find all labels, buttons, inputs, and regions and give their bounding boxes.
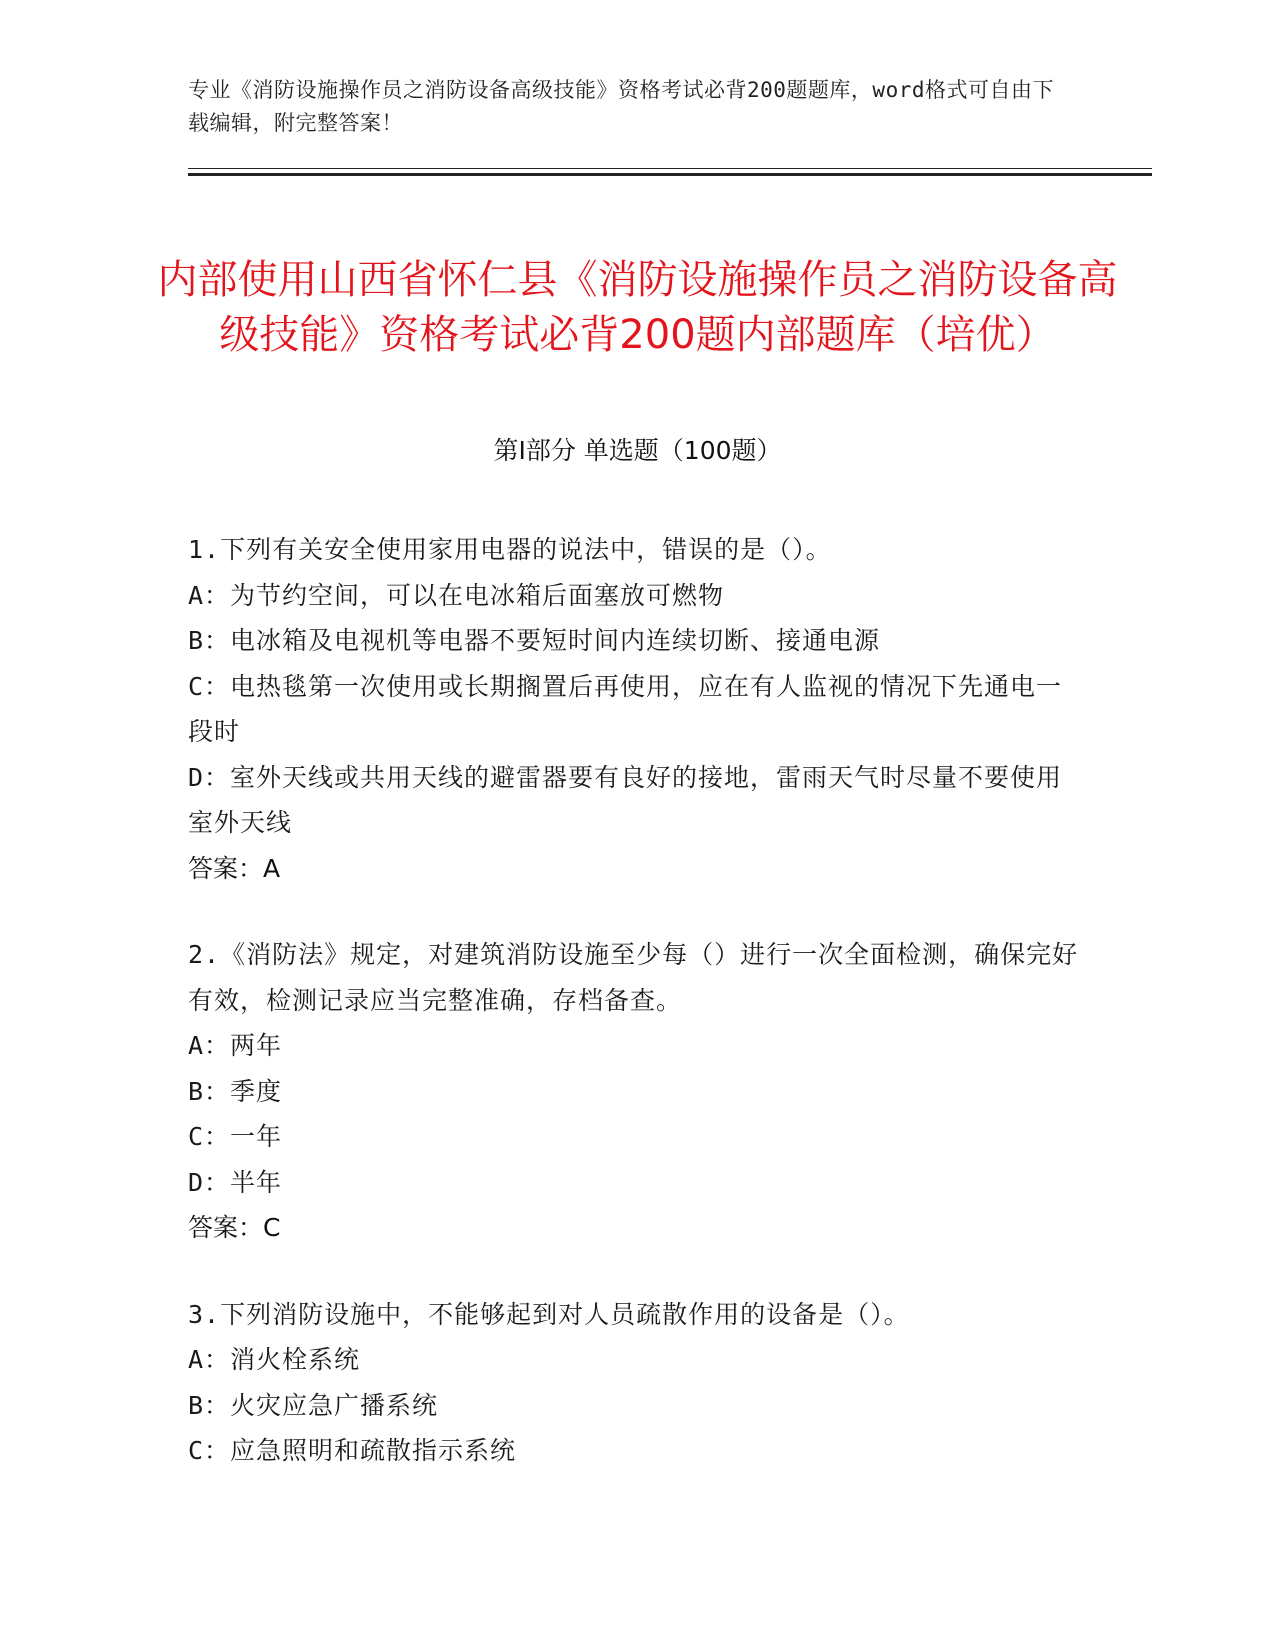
question-stem: 3.下列消防设施中，不能够起到对人员疏散作用的设备是（）。 [188,1299,910,1329]
header-note: 专业《消防设施操作员之消防设备高级技能》资格考试必背200题题库，word格式可自由下载编辑，附完整答案！ [188,78,1054,135]
option-c: C：应急照明和疏散指示系统 [188,1436,517,1465]
header-rule-thick [188,173,1152,176]
section-title: 第Ⅰ部分 单选题（100题） [493,436,782,465]
option-c: C：电热毯第一次使用或长期搁置后再使用，应在有人监视的情况下先通电一段时 [188,671,1063,746]
option-c: C：一年 [188,1122,283,1151]
question-stem: 1.下列有关安全使用家用电器的说法中，错误的是（）。 [188,535,832,564]
question-stem: 2.《消防法》规定，对建筑消防设施至少每（）进行一次全面检测，确保完好有效，检测记录应当完整准确，存档备查。 [188,940,1079,1015]
option-d: D：半年 [188,1167,283,1197]
document-title: 内部使用山西省怀仁县《消防设施操作员之消防设备高级技能》资格考试必背200题内部题库（培优） [157,256,1118,358]
header-rule-thin [188,168,1152,169]
question-list [188,527,1088,1515]
answer: 答案：C [188,1213,281,1242]
option-b: B：火灾应急广播系统 [188,1390,439,1420]
option-a: A：消火栓系统 [188,1345,361,1374]
answer: 答案：A [188,853,281,883]
option-b: B：季度 [188,1076,283,1106]
option-d: D：室外天线或共用天线的避雷器要有良好的接地，雷雨天气时尽量不要使用室外天线 [188,762,1063,837]
question-2 [188,932,1088,1251]
question-3 [188,1292,1088,1474]
option-a: A：为节约空间，可以在电冰箱后面塞放可燃物 [188,580,725,610]
option-b: B：电冰箱及电视机等电器不要短时间内连续切断、接通电源 [188,626,881,655]
option-a: A：两年 [188,1031,283,1060]
question-1 [188,527,1088,891]
